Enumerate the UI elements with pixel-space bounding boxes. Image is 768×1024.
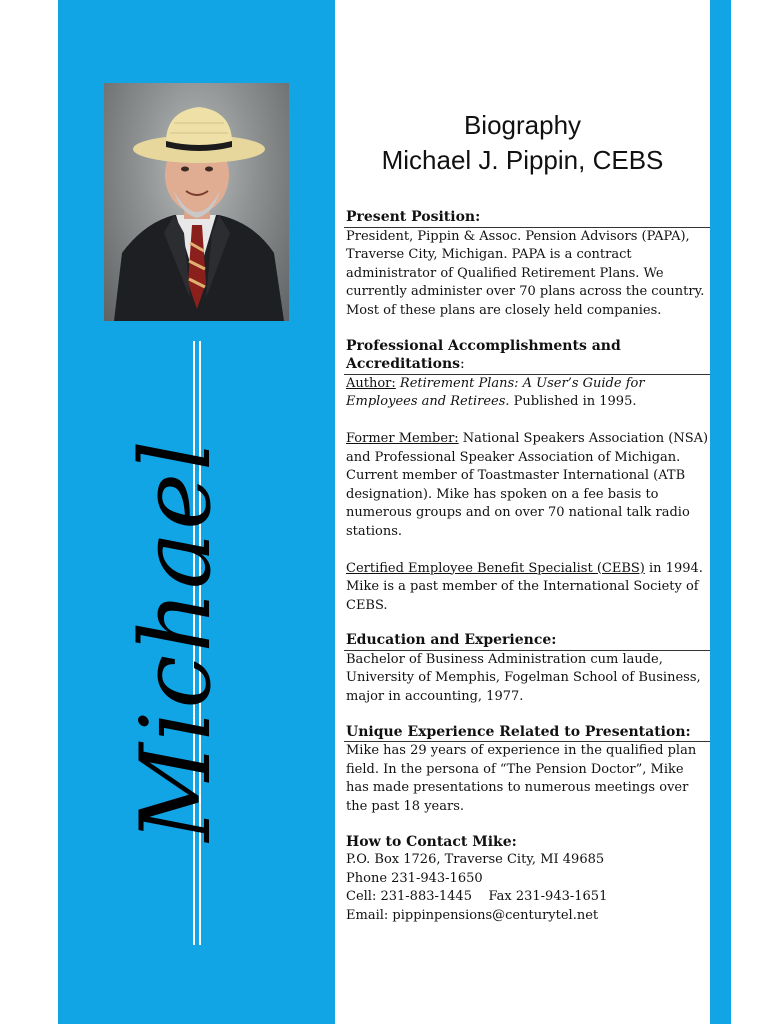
section-heading-unique-experience: Unique Experience Related to Presentation: [344, 723, 710, 743]
accomplishments-heading-text: Professional Accomplishments and Accreditations [346, 337, 621, 373]
member-body: National Speakers Association (NSA) and Professional Speaker Association of Michigan. Current member of Toastmaster International (ATB designation). Mike has spoken on a fee basis to numerous groups and on over 70 national talk radio stations. [346, 430, 709, 539]
contact-email[interactable]: Email: pippinpensions@centurytel.net [346, 908, 599, 923]
biography-content [346, 208, 710, 926]
section-heading-accomplishments [344, 337, 710, 375]
portrait-illustration [104, 83, 289, 321]
cebs-body: in 1994. Mike is a past member of the International Society of CEBS. [346, 560, 703, 613]
education-body: Bachelor of Business Administration cum laude, University of Memphis, Fogelman School of Business, major in accounting, 1977. [346, 651, 701, 705]
cebs-label: Certified Employee Benefit Specialist (CEBS) [346, 560, 645, 576]
contact-cell-fax: Cell: 231-883-1445 Fax 231-943-1651 [346, 889, 608, 905]
vertical-name-text: Michael [120, 438, 232, 842]
unique-experience-body: Mike has 29 years of experience in the qualified plan field. In the persona of “The Pension Doctor”, Mike has made presentations to numerous meetings over the past 18 years. [346, 743, 697, 815]
author-published: Published in 1995. [509, 394, 637, 410]
author-paragraph [346, 375, 710, 412]
member-paragraph [346, 430, 710, 542]
author-label: Author: [346, 375, 396, 391]
right-blue-strip [710, 0, 731, 1024]
accomplishments-heading-colon: : [460, 356, 465, 373]
contact-phone: Phone 231-943-1650 [346, 870, 483, 886]
person-name: Michael J. Pippin, CEBS [381, 145, 664, 175]
author-book-title: Retirement Plans: A User’s Guide for Employees and Retirees. [346, 375, 645, 410]
section-heading-education: Education and Experience: [344, 631, 710, 651]
contact-address: P.O. Box 1726, Traverse City, MI 49685 [346, 852, 605, 868]
cebs-paragraph [346, 560, 710, 616]
portrait-photo [104, 83, 289, 321]
page-title: Biography [463, 110, 582, 140]
member-label: Former Member: [346, 430, 459, 446]
present-position-body: President, Pippin & Assoc. Pension Advisors (PAPA), Traverse City, Michigan. PAPA is a contract administrator of Qualified Retirement Plans. We currently administer over 70 plans across the country. Most of these plans are closely held companies. [346, 228, 705, 318]
section-heading-contact: How to Contact Mike: [346, 833, 517, 850]
section-heading-present-position: Present Position: [344, 208, 710, 228]
